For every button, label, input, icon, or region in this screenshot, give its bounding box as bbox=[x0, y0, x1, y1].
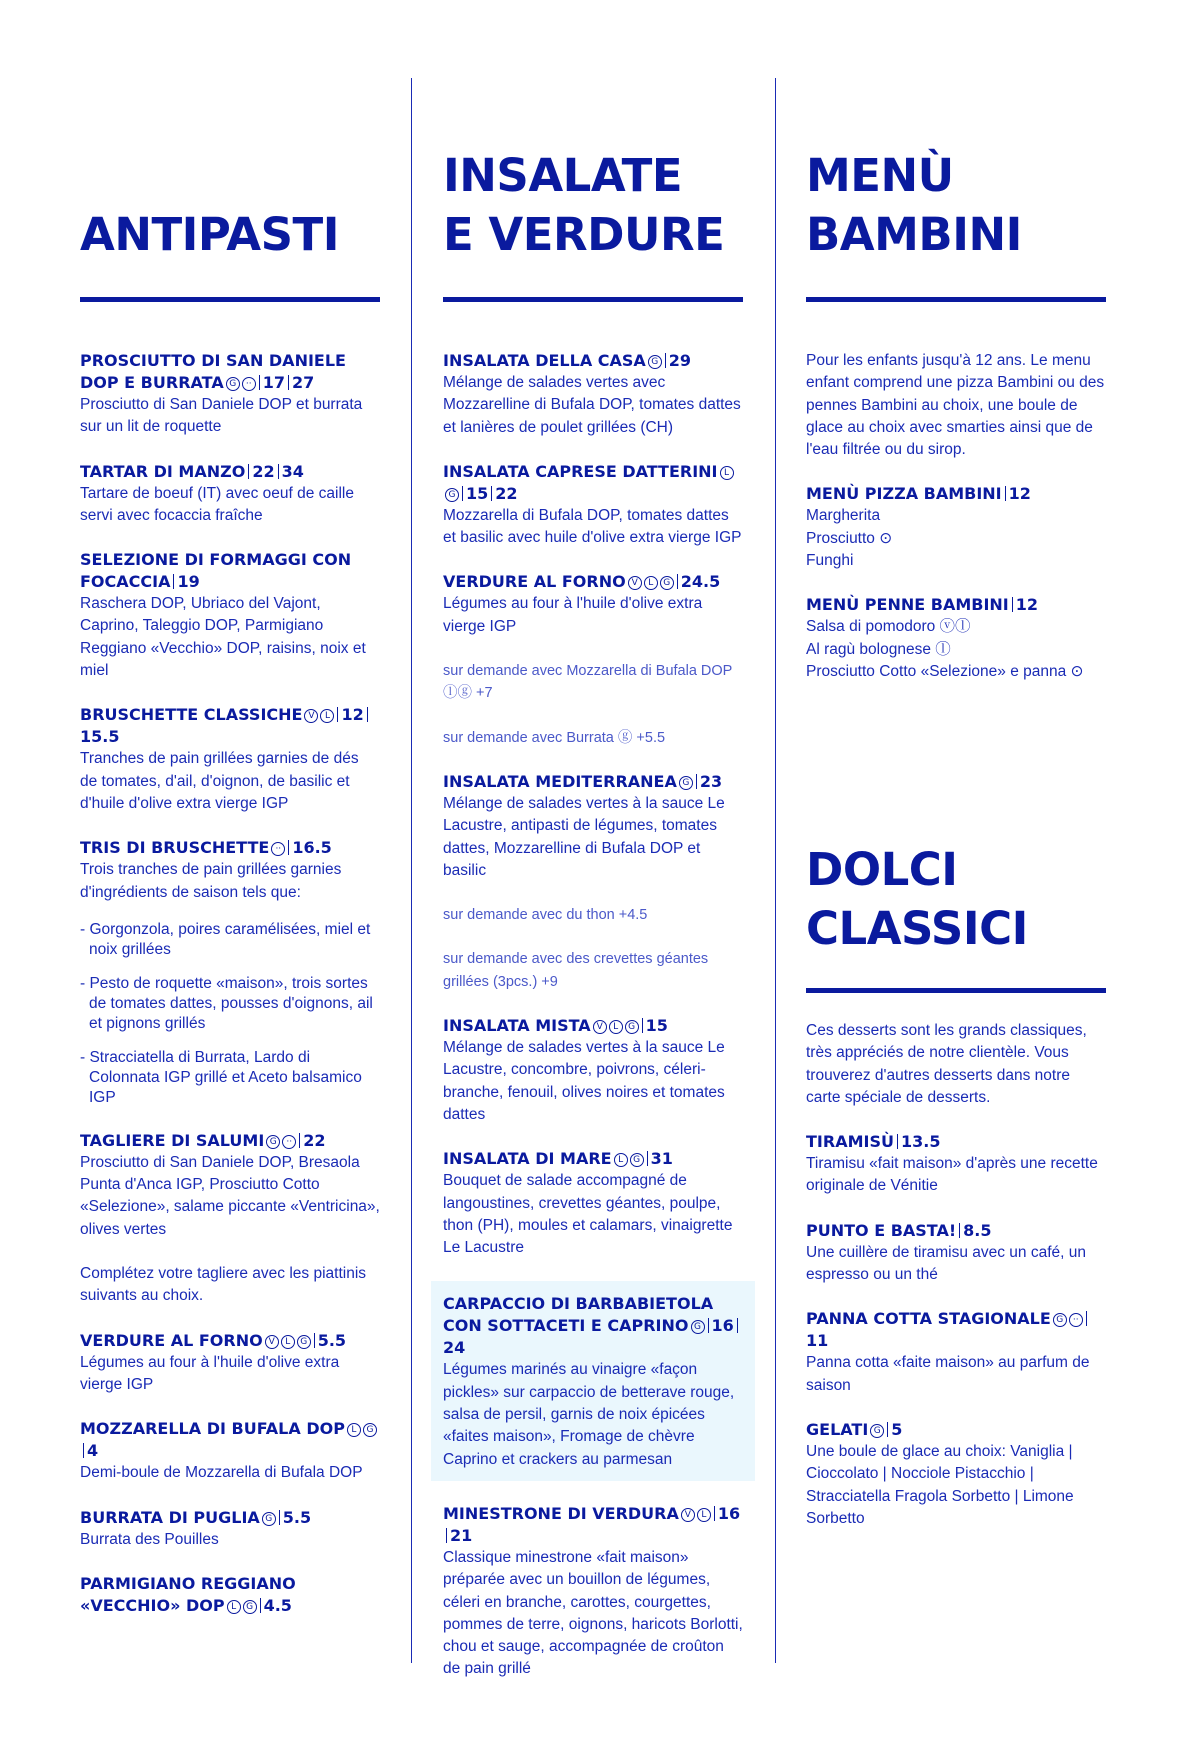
lactose-free-icon: L bbox=[347, 1423, 361, 1437]
bambini-heading-line-2: BAMBINI bbox=[806, 208, 1022, 261]
menu-item-title bbox=[806, 1419, 1106, 1441]
menu-item bbox=[80, 704, 380, 815]
menu-item bbox=[443, 660, 743, 705]
price-separator bbox=[647, 1151, 648, 1166]
menu-item-price: 19 bbox=[177, 572, 200, 592]
antipasti-rule bbox=[80, 297, 380, 302]
penne-bambini-option-2: Al ragù bolognese ⓛ bbox=[806, 640, 951, 658]
menu-item-title bbox=[80, 1573, 380, 1617]
vegetarian-icon: V bbox=[265, 1335, 279, 1349]
menu-item-name: CARPACCIO DI BARBABIETOLA CON SOTTACETI E CAPRINO bbox=[443, 1294, 714, 1336]
pizza-bambini-option-1: Margherita bbox=[806, 507, 881, 525]
menu-item-price: 5.5 bbox=[317, 1330, 347, 1350]
pork-icon: ·· bbox=[282, 1135, 296, 1149]
price-separator bbox=[665, 353, 666, 368]
penne-bambini-item bbox=[806, 594, 1106, 683]
menu-item-option: sur demande avec Mozzarella di Bufala DOP ⓛⓖ +7 bbox=[443, 663, 733, 702]
menu-item-price: 24 bbox=[443, 1338, 466, 1358]
menu-item-title bbox=[80, 1130, 380, 1152]
menu-item-description: Tartare de boeuf (IT) avec oeuf de caille servi avec focaccia fraîche bbox=[80, 484, 354, 524]
menu-item bbox=[806, 1131, 1106, 1198]
lactose-free-icon: L bbox=[281, 1335, 295, 1349]
menu-item bbox=[806, 1419, 1106, 1530]
menu-item-bullet: - Stracciatella di Burrata, Lardo di Colonnata IGP grillé et Aceto balsamico IGP bbox=[80, 1048, 362, 1106]
menu-item-name: PUNTO E BASTA! bbox=[806, 1220, 957, 1240]
menu-item-price: 16.5 bbox=[292, 838, 332, 858]
menu-item-description: Mozzarella di Bufala DOP, tomates dattes et basilic avec huile d'olive extra vierge IGP bbox=[443, 506, 742, 547]
vegetarian-icon: V bbox=[681, 1508, 695, 1522]
gluten-free-icon: G bbox=[660, 576, 674, 590]
menu-item-title bbox=[80, 461, 380, 483]
menu-item-bullets bbox=[80, 920, 380, 1108]
menu-item bbox=[443, 1015, 743, 1126]
lactose-free-icon: L bbox=[609, 1020, 623, 1034]
gluten-free-icon: G bbox=[679, 776, 693, 790]
menu-item-name: BRUSCHETTE CLASSICHE bbox=[80, 705, 303, 725]
menu-item-price: 34 bbox=[281, 461, 304, 481]
insalate-list bbox=[443, 350, 743, 1703]
gluten-free-icon: G bbox=[243, 1600, 257, 1614]
menu-item bbox=[80, 549, 380, 682]
lactose-free-icon: L bbox=[227, 1600, 241, 1614]
menu-item-price: 16 bbox=[711, 1316, 734, 1336]
dolci-list bbox=[806, 1131, 1106, 1530]
menu-item-price: 17 bbox=[262, 373, 285, 392]
price-separator bbox=[278, 464, 279, 479]
dolci-heading-line-1: DOLCI bbox=[806, 843, 958, 896]
menu-item-price: 22 bbox=[303, 1130, 326, 1150]
menu-item-price: 29 bbox=[668, 351, 692, 370]
menu-item-description: Classique minestrone «fait maison» préparée avec un bouillon de légumes, céleri en branche, carottes, courgettes, pommes de terre, oignons, haricots Borlotti, chou et sauge, accompagnée de croûton de pain grillé bbox=[443, 1548, 743, 1678]
menu-item bbox=[80, 1263, 380, 1308]
menu-item-price: 23 bbox=[699, 771, 723, 791]
menu-item-title bbox=[443, 350, 743, 372]
menu-item bbox=[806, 1220, 1106, 1287]
menu-item bbox=[443, 461, 743, 550]
menu-item-description: Légumes au four à l'huile d'olive extra vierge IGP bbox=[80, 1353, 340, 1393]
menu-item-title bbox=[80, 704, 380, 748]
menu-item-title bbox=[443, 1015, 743, 1037]
menu-item-price: 15.5 bbox=[80, 727, 120, 747]
menu-item-bullet: - Pesto de roquette «maison», trois sortes de tomates dattes, pousses d'oignons, ail et pignons grillés bbox=[80, 974, 373, 1032]
menu-item-option: sur demande avec des crevettes géantes grillées (3pcs.) +9 bbox=[443, 951, 709, 990]
menu-item bbox=[443, 727, 743, 749]
menu-item-price: 24.5 bbox=[680, 572, 721, 592]
menu-item-title bbox=[806, 1131, 1106, 1153]
price-separator bbox=[1086, 1311, 1087, 1326]
menu-item-option: sur demande avec du thon +4.5 bbox=[443, 907, 648, 924]
price-separator bbox=[367, 707, 368, 722]
gluten-free-icon: G bbox=[266, 1135, 280, 1149]
menu-item bbox=[80, 1507, 380, 1551]
gluten-free-icon: G bbox=[445, 488, 459, 502]
gluten-free-icon: G bbox=[870, 1424, 884, 1438]
menu-item-title bbox=[443, 461, 743, 505]
menu-item-name: PROSCIUTTO DI SAN DANIELE DOP E BURRATA bbox=[80, 351, 346, 392]
menu-item-title bbox=[80, 549, 380, 593]
bambini-heading bbox=[806, 146, 1106, 264]
lactose-free-icon: L bbox=[644, 576, 658, 590]
menu-item-name: TAGLIERE DI SALUMI bbox=[80, 1130, 265, 1150]
menu-item-price: 31 bbox=[650, 1149, 673, 1169]
gluten-free-icon: G bbox=[297, 1335, 311, 1349]
menu-item-price: 8.5 bbox=[963, 1220, 992, 1240]
menu-item-title bbox=[80, 837, 380, 859]
penne-bambini-option-3: Prosciutto Cotto «Selezione» e panna ⊙ bbox=[806, 662, 1084, 680]
menu-item-price: 15 bbox=[645, 1016, 668, 1036]
menu-item-name: MINESTRONE DI VERDURA bbox=[443, 1503, 679, 1523]
menu-item-description: Complétez votre tagliere avec les piattinis suivants au choix. bbox=[80, 1265, 367, 1305]
menu-item-description: Burrata des Pouilles bbox=[80, 1530, 219, 1548]
menu-item-price: 13.5 bbox=[900, 1132, 941, 1152]
menu-item-description: Une boule de glace au choix: Vaniglia | Cioccolato | Nocciole Pistacchio | Stracciatella Fragola Sorbetto | Limone Sorbetto bbox=[806, 1442, 1074, 1527]
menu-item bbox=[80, 1330, 380, 1397]
column-divider-1 bbox=[411, 78, 412, 1663]
menu-item-name: INSALATA CAPRESE DATTERINI bbox=[443, 461, 718, 481]
menu-item-name: MOZZARELLA DI BUFALA DOP bbox=[80, 1419, 345, 1439]
menu-item-title bbox=[806, 1220, 1106, 1242]
menu-item-name: INSALATA MISTA bbox=[443, 1016, 591, 1036]
menu-item-title bbox=[443, 1293, 743, 1359]
penne-bambini-price: 12 bbox=[1015, 595, 1038, 615]
menu-item bbox=[443, 1503, 743, 1681]
bambini-intro: Pour les enfants jusqu'à 12 ans. Le menu enfant comprend une pizza Bambini ou des pennes Bambini au choix, une boule de glace au choix avec smarties ainsi que de l'eau filtrée ou du sirop. bbox=[806, 352, 1105, 459]
menu-item-title bbox=[443, 1503, 743, 1547]
menu-item bbox=[80, 837, 380, 1108]
menu-item-name: SELEZIONE DI FORMAGGI CON FOCACCIA bbox=[80, 550, 352, 592]
price-separator bbox=[299, 1133, 300, 1148]
menu-item-title bbox=[443, 771, 743, 793]
pork-icon: ·· bbox=[271, 842, 285, 856]
price-separator bbox=[337, 707, 338, 722]
menu-item-price: 4 bbox=[87, 1441, 99, 1461]
price-separator bbox=[446, 1528, 447, 1543]
menu-item-bullet: - Gorgonzola, poires caramélisées, miel et noix grillées bbox=[80, 920, 371, 958]
menu-item-price: 15 bbox=[466, 483, 489, 503]
dolci-heading-line-2: CLASSICI bbox=[806, 902, 1028, 955]
menu-item-description: Tiramisu «fait maison» d'après une recette originale de Vénitie bbox=[806, 1155, 1098, 1195]
menu-item-name: TIRAMISÙ bbox=[806, 1132, 894, 1152]
menu-item-price: 4.5 bbox=[263, 1595, 292, 1615]
insalate-heading-line-1: INSALATE bbox=[443, 149, 683, 202]
antipasti-heading: ANTIPASTI bbox=[80, 208, 339, 261]
menu-item-price: 5.5 bbox=[282, 1507, 312, 1527]
menu-item bbox=[806, 1308, 1106, 1397]
menu-item-title bbox=[80, 350, 380, 394]
menu-item-price: 16 bbox=[717, 1503, 741, 1523]
dolci-intro: Ces desserts sont les grands classiques, très appréciés de notre clientèle. Vous trouverez d'autres desserts dans notre carte spéciale de desserts. bbox=[806, 1022, 1087, 1106]
price-separator bbox=[714, 1506, 715, 1521]
lactose-free-icon: L bbox=[697, 1508, 711, 1522]
insalate-heading-line-2: E VERDURE bbox=[443, 208, 725, 261]
lactose-free-icon: L bbox=[720, 466, 734, 480]
menu-item bbox=[80, 1130, 380, 1241]
pork-icon: ·· bbox=[242, 377, 256, 391]
gluten-free-icon: G bbox=[630, 1153, 644, 1167]
price-separator bbox=[248, 464, 249, 479]
menu-item bbox=[443, 1148, 743, 1259]
gluten-free-icon: G bbox=[648, 355, 662, 369]
pizza-bambini-name: MENÙ PIZZA BAMBINI bbox=[806, 484, 1002, 504]
price-separator bbox=[173, 574, 174, 589]
pizza-bambini-option-2: Prosciutto ⊙ bbox=[806, 529, 893, 547]
price-separator bbox=[696, 774, 697, 789]
gluten-free-icon: G bbox=[625, 1020, 639, 1034]
menu-item-name: TRIS DI BRUSCHETTE bbox=[80, 838, 270, 858]
menu-item bbox=[443, 948, 743, 993]
gluten-free-icon: G bbox=[262, 1512, 276, 1526]
menu-item-price: 22 bbox=[252, 461, 275, 481]
lactose-free-icon: L bbox=[614, 1153, 628, 1167]
penne-bambini-option-1: Salsa di pomodoro ⓥⓛ bbox=[806, 618, 971, 636]
menu-item-description: Prosciutto di San Daniele DOP, Bresaola Punta d'Anca IGP, Prosciutto Cotto «Selezione», salame piccante «Ventricina», olives vertes bbox=[80, 1153, 380, 1238]
menu-item-description: Légumes marinés au vinaigre «façon pickles» sur carpaccio de betterave rouge, salsa de persil, garnis de noix épicées «faites maison», Fromage de chèvre Caprino et crackers au parmesan bbox=[443, 1361, 735, 1468]
price-separator bbox=[1005, 486, 1006, 501]
menu-item-name: BURRATA DI PUGLIA bbox=[80, 1507, 260, 1527]
menu-item-description: Trois tranches de pain grillées garnies d'ingrédients de saison tels que: bbox=[80, 861, 342, 901]
pork-icon: ·· bbox=[1069, 1313, 1083, 1327]
menu-item-price: 12 bbox=[341, 705, 364, 725]
bambini-heading-line-1: MENÙ bbox=[806, 149, 954, 202]
bambini-rule bbox=[806, 297, 1106, 302]
antipasti-list bbox=[80, 350, 380, 1639]
menu-item-description: Légumes au four à l'huile d'olive extra vierge IGP bbox=[443, 595, 703, 635]
column-divider-2 bbox=[775, 78, 776, 1663]
price-separator bbox=[737, 1318, 738, 1333]
menu-item bbox=[443, 904, 743, 926]
menu-item bbox=[443, 350, 743, 439]
menu-item-description: Raschera DOP, Ubriaco del Vajont, Caprino, Taleggio DOP, Parmigiano Reggiano «Vecchio» DOP, raisins, noix et miel bbox=[80, 595, 366, 680]
price-separator bbox=[708, 1318, 709, 1333]
lactose-free-icon: L bbox=[320, 709, 334, 723]
menu-item bbox=[80, 1573, 380, 1617]
price-separator bbox=[1012, 597, 1013, 612]
price-separator bbox=[642, 1018, 643, 1033]
menu-item bbox=[80, 1418, 380, 1484]
menu-item-name: PANNA COTTA STAGIONALE bbox=[806, 1309, 1051, 1329]
menu-item-title bbox=[80, 1418, 380, 1462]
menu-item-description: Panna cotta «faite maison» au parfum de saison bbox=[806, 1354, 1090, 1394]
dolci-heading bbox=[806, 840, 1106, 958]
price-separator bbox=[83, 1443, 84, 1458]
menu-item-name: INSALATA MEDITERRANEA bbox=[443, 771, 677, 791]
menu-item-title bbox=[80, 1330, 380, 1352]
price-separator bbox=[279, 1510, 280, 1525]
menu-item bbox=[80, 350, 380, 439]
price-separator bbox=[959, 1223, 960, 1238]
menu-item bbox=[443, 571, 743, 638]
vegetarian-icon: V bbox=[304, 709, 318, 723]
gluten-free-icon: G bbox=[363, 1423, 377, 1437]
menu-item-option: sur demande avec Burrata ⓖ +5.5 bbox=[443, 729, 666, 746]
penne-bambini-name: MENÙ PENNE BAMBINI bbox=[806, 595, 1009, 615]
vegetarian-icon: V bbox=[593, 1020, 607, 1034]
menu-item-price: 22 bbox=[495, 483, 518, 503]
menu-item-name: VERDURE AL FORNO bbox=[80, 1330, 263, 1350]
price-separator bbox=[260, 1598, 261, 1613]
menu-item-description: Prosciutto di San Daniele DOP et burrata sur un lit de roquette bbox=[80, 396, 363, 436]
price-separator bbox=[288, 840, 289, 855]
price-separator bbox=[677, 574, 678, 589]
price-separator bbox=[491, 486, 492, 501]
bambini-content bbox=[806, 350, 1106, 705]
dolci-rule bbox=[806, 988, 1106, 993]
menu-item-description: Tranches de pain grillées garnies de dés de tomates, d'ail, d'oignon, de basilic et d'huile d'olive extra vierge IGP bbox=[80, 750, 359, 812]
price-separator bbox=[897, 1134, 898, 1149]
menu-item-name: VERDURE AL FORNO bbox=[443, 572, 626, 592]
price-separator bbox=[462, 486, 463, 501]
menu-item-title bbox=[80, 1507, 380, 1529]
pizza-bambini-title bbox=[806, 483, 1106, 505]
price-separator bbox=[314, 1333, 315, 1348]
menu-item-title bbox=[806, 1308, 1106, 1352]
menu-item-name: PARMIGIANO REGGIANO «VECCHIO» DOP bbox=[80, 1573, 296, 1615]
menu-item-description: Une cuillère de tiramisu avec un café, un espresso ou un thé bbox=[806, 1243, 1087, 1284]
gluten-free-icon: G bbox=[691, 1320, 705, 1334]
menu-item-name: INSALATA DI MARE bbox=[443, 1149, 612, 1169]
menu-item-title bbox=[443, 1148, 743, 1170]
menu-item bbox=[431, 1281, 755, 1480]
gluten-free-icon: G bbox=[226, 377, 240, 391]
pizza-bambini-price: 12 bbox=[1008, 484, 1031, 504]
menu-item-description: Demi-boule de Mozzarella di Bufala DOP bbox=[80, 1464, 363, 1482]
menu-item-name: GELATI bbox=[806, 1419, 869, 1439]
menu-item bbox=[443, 771, 743, 882]
vegetarian-icon: V bbox=[628, 576, 642, 590]
menu-item-name: TARTAR DI MANZO bbox=[80, 461, 246, 481]
price-separator bbox=[259, 375, 260, 390]
insalate-rule bbox=[443, 297, 743, 302]
menu-item-price: 27 bbox=[291, 373, 315, 392]
gluten-free-icon: G bbox=[1053, 1313, 1067, 1327]
pizza-bambini-option-3: Funghi bbox=[806, 552, 854, 570]
menu-item-price: 5 bbox=[891, 1419, 903, 1439]
menu-item-price: 11 bbox=[806, 1331, 829, 1351]
menu-item-name: INSALATA DELLA CASA bbox=[443, 351, 646, 370]
menu-item-description: Bouquet de salade accompagné de langoustines, crevettes géantes, poulpe, thon (PH), moules et calamars, vinaigrette Le Lacustre bbox=[443, 1172, 733, 1257]
menu-item-description: Mélange de salades vertes à la sauce Le Lacustre, antipasti de légumes, tomates dattes, Mozzarelline di Bufala DOP et basilic bbox=[443, 794, 725, 879]
menu-item-title bbox=[443, 571, 743, 593]
menu-item-description: Mélange de salades vertes avec Mozzarelline di Bufala DOP, tomates dattes et lanières de poulet grillées (CH) bbox=[443, 374, 741, 436]
insalate-heading bbox=[443, 146, 743, 264]
pizza-bambini-item bbox=[806, 483, 1106, 572]
price-separator bbox=[288, 375, 289, 390]
price-separator bbox=[887, 1422, 888, 1437]
menu-item bbox=[80, 461, 380, 528]
penne-bambini-title bbox=[806, 594, 1106, 616]
menu-item-price: 21 bbox=[450, 1525, 473, 1545]
dolci-content bbox=[806, 1020, 1106, 1552]
menu-item-description: Mélange de salades vertes à la sauce Le Lacustre, concombre, poivrons, céleri-branche, fenouil, olives noires et tomates dattes bbox=[443, 1039, 725, 1123]
